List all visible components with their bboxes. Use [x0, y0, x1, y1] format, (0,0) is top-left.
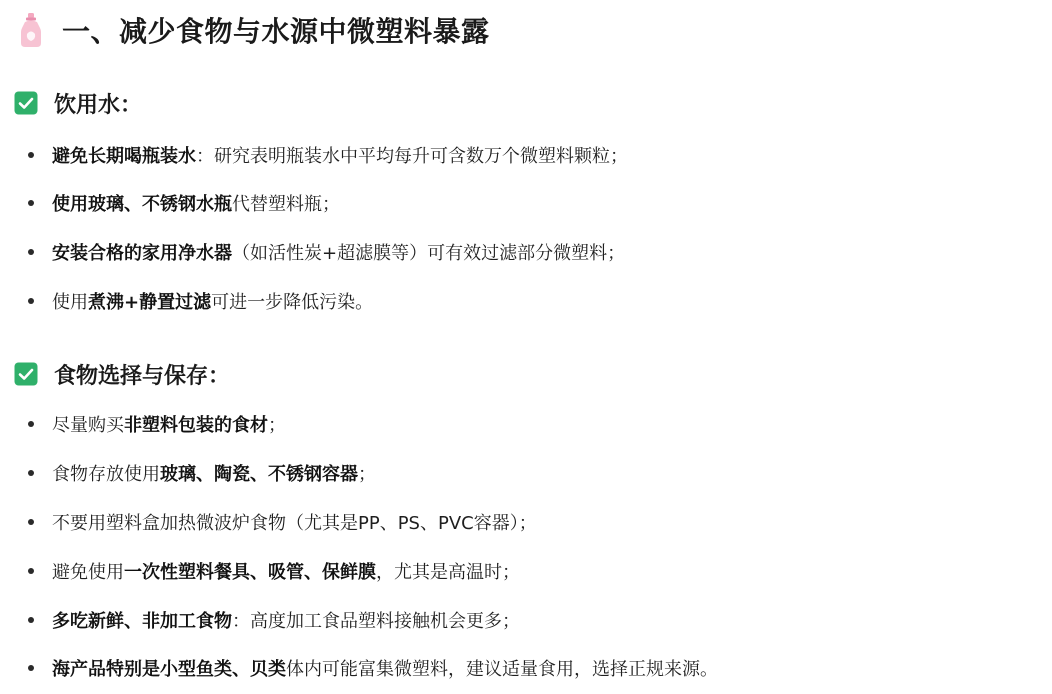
- bullet-dot-icon: [28, 519, 34, 525]
- bottle-icon: [18, 12, 44, 48]
- list-item: [28, 556, 520, 586]
- bold-text: 使用玻璃、不锈钢水瓶: [52, 194, 232, 215]
- bold-text: 避免长期喝瓶装水: [52, 146, 196, 167]
- bullet-dot-icon: [28, 665, 34, 671]
- bold-text: 非塑料包装的食材: [124, 415, 268, 436]
- section-heading-drinking-water: [14, 85, 142, 121]
- page-title: 一、减少食物与水源中微塑料暴露: [62, 15, 490, 48]
- item-text: 代替塑料瓶；: [232, 194, 340, 215]
- bullet-dot-icon: [28, 617, 34, 623]
- list-item: [28, 653, 718, 683]
- item-text: ：高度加工食品塑料接触机会更多；: [232, 611, 520, 632]
- section-title: 饮用水：: [54, 92, 143, 118]
- section-heading-food: [14, 356, 230, 392]
- check-mark-icon: [14, 91, 38, 115]
- section-title: 食物选择与保存：: [54, 363, 231, 389]
- list-item: [28, 507, 537, 537]
- bullet-dot-icon: [28, 421, 34, 427]
- list-item: [28, 605, 520, 635]
- bullet-dot-icon: [28, 298, 34, 304]
- item-text: 体内可能富集微塑料，建议适量食用，选择正规来源。: [286, 659, 718, 680]
- check-mark-icon: [14, 362, 38, 386]
- item-text: 不要用塑料盒加热微波炉食物（尤其是PP、PS、PVC容器）；: [52, 513, 537, 534]
- item-text: （如活性炭+超滤膜等）可有效过滤部分微塑料；: [232, 243, 626, 264]
- bold-text: 多吃新鲜、非加工食物: [52, 611, 232, 632]
- list-item: [28, 140, 628, 170]
- bullet-dot-icon: [28, 249, 34, 255]
- main-heading: [18, 8, 490, 52]
- item-text: ；: [358, 464, 376, 485]
- bullet-dot-icon: [28, 470, 34, 476]
- list-item: [28, 458, 376, 488]
- bullet-dot-icon: [28, 568, 34, 574]
- bullet-dot-icon: [28, 152, 34, 158]
- list-item: [28, 286, 373, 316]
- bullet-dot-icon: [28, 200, 34, 206]
- item-text: ；: [268, 415, 286, 436]
- item-text: ，尤其是高温时；: [376, 562, 520, 583]
- item-text: 使用: [52, 292, 88, 313]
- item-text: 尽量购买: [52, 415, 124, 436]
- list-item: [28, 409, 286, 439]
- list-item: [28, 188, 340, 218]
- item-text: 可进一步降低污染。: [211, 292, 374, 313]
- bold-text: 安装合格的家用净水器: [52, 243, 232, 264]
- item-text: 食物存放使用: [52, 464, 160, 485]
- bold-text: 玻璃、陶瓷、不锈钢容器: [160, 464, 358, 485]
- bold-text: 一次性塑料餐具、吸管、保鲜膜: [124, 562, 376, 583]
- list-item: [28, 237, 625, 267]
- bold-text: 煮沸+静置过滤: [88, 292, 212, 313]
- bold-text: 海产品特别是小型鱼类、贝类: [52, 659, 286, 680]
- item-text: ：研究表明瓶装水中平均每升可含数万个微塑料颗粒；: [196, 146, 628, 167]
- item-text: 避免使用: [52, 562, 124, 583]
